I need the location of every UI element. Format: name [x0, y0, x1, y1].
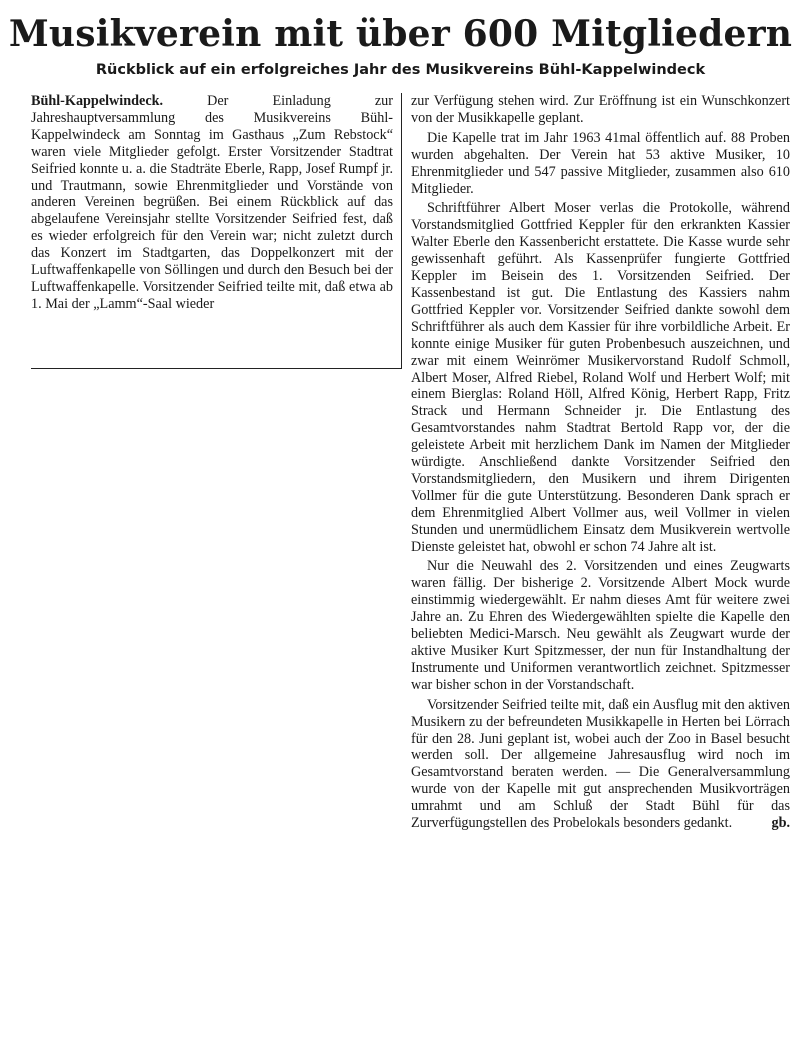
right-paragraph: Schriftführer Albert Moser verlas die Protokolle, während Vorstandsmitglied Gottfried Keppler für den erkrankten Kassier Walter Eberle den Kassenbericht erstattete. Die Kasse wurde sehr gewissenhaft geführt. Als Kassenprüfer fungierte Gottfried Keppler im Beisein des 1. Vorsitzenden Seifried. Der Kassenbestand ist gut. Die Entlastung des Kassiers nahm Gottfried Keppler vor. Vorsitzender Seifried dankte sowohl dem Schriftführer als auch dem Kassier für ihre vorbildliche Arbeit. Er konnte einige Musiker für guten Probenbesuch auszeichnen, und zwar mit einem Weinrömer Musikervorstand Rudolf Schmoll, Albert Moser, Alfred Riebel, Roland Wolf und Herbert Wolf; mit einem Bierglas: Roland Höll, Alfred König, Herbert Rapp, Fritz Strack und Hermann Schneider jr. Die Entlastung des Gesamtvorstandes nahm Stadtrat Bertold Rapp vor, der die geleistete Arbeit mit herzlichem Dank im Namen der Mitglieder würdigte. Anschließend dankte Vorsitzender Seifried den Vorstandsmitgliedern, den Musikern und ihrem Dirigenten Vollmer für die gute Unterstützung. Besonderen Dank sprach er dem Ehrenmitglied Albert Vollmer aus, weil Vollmer in vielen Stunden und unermüdlichem Einsatz dem Musikverein wertvolle Dienste geleistet hat, obwohl er schon 74 Jahre alt ist. — [411, 200, 790, 555]
column-right — [411, 93, 790, 832]
right-paragraph-text: Vorsitzender Seifried teilte mit, daß ein Ausflug mit den aktiven Musikern zu der befreundeten Musikkapelle in Herten bei Lörrach für den 28. Juni geplant ist, wobei auch der Zoo in Basel besucht werden soll. Der allgemeine Jahresausflug wird noch im Gesamtvorstand beraten werden. — Die Generalversammlung wurde von der Kapelle mit gut ansprechenden Musikvorträgen umrahmt und am Schluß der Stadt Bühl für das Zurverfügungstellen des Probelokals besonders gedankt. — [411, 696, 791, 832]
subheadline: Rückblick auf ein erfolgreiches Jahr des Musikvereins Bühl-Kappelwindeck — [95, 62, 706, 78]
right-paragraph: Die Kapelle trat im Jahr 1963 41mal öffentlich auf. 88 Proben wurden abgehalten. Der Verein hat 53 aktive Musiker, 10 Ehrenmitglieder und 547 passive Mitglieder, zusammen also 610 Mitglieder. — [411, 129, 790, 197]
right-paragraph: zur Verfügung stehen wird. Zur Eröffnung ist ein Wunschkonzert von der Musikkapelle geplant. — [411, 93, 790, 126]
column-rule-vertical — [401, 93, 402, 368]
column-rule-horizontal — [31, 368, 402, 369]
right-paragraph: Nur die Neuwahl des 2. Vorsitzenden und eines Zeugwarts waren fällig. Der bisherige 2. Vorsitzende Albert Mock wurde einstimmig wiedergewählt. Er nahm dieses Amt für weitere zwei Jahre an. Zu Ehren des Wiedergewählten spielte die Kapelle den beliebten Medici-Marsch. Neu gewählt als Zeugwart wurde der aktive Musiker Kurt Spitzmesser, der nun für Instandhaltung der Instrumente und Uniformen verantwortlich zeichnet. Spitzmesser war bisher schon in der Vorstandschaft. — [411, 558, 790, 693]
headline: Musikverein mit über 600 Mitgliedern — [8, 13, 793, 55]
author-signature: gb. — [771, 815, 790, 832]
left-paragraph-text: Der Einladung zur Jahreshauptversammlung des Musikvereins Bühl-Kappelwindeck am Sonntag im Gasthaus „Zum Rebstock“ waren viele Mitglieder gefolgt. Erster Vorsitzender Stadtrat Seifried konnte u. a. die Stadträte Eberle, Rapp, Josef Rumpf jr. und Trautmann, sowie Ehrenmitglieder und Vorstände von anderen Vereinen begrüßen. Bei einem Rückblick auf das abgelaufene Vereinsjahr stellte Vorsitzender Seifried fest, daß es wieder erfolgreich für den Verein war; nicht zuletzt durch das Konzert im Stadtgarten, das Doppelkonzert mit der Luftwaffenkapelle von Söllingen und durch den Besuch bei der Luftwaffenkapelle. Vorsitzender Seifried teilte mit, daß etwa ab 1. Mai der „Lamm“-Saal wieder — [31, 93, 393, 312]
left-paragraph — [31, 93, 393, 313]
dateline: Bühl-Kappelwindeck. — [31, 93, 164, 109]
right-paragraph-last — [411, 697, 790, 832]
column-left — [31, 93, 393, 313]
